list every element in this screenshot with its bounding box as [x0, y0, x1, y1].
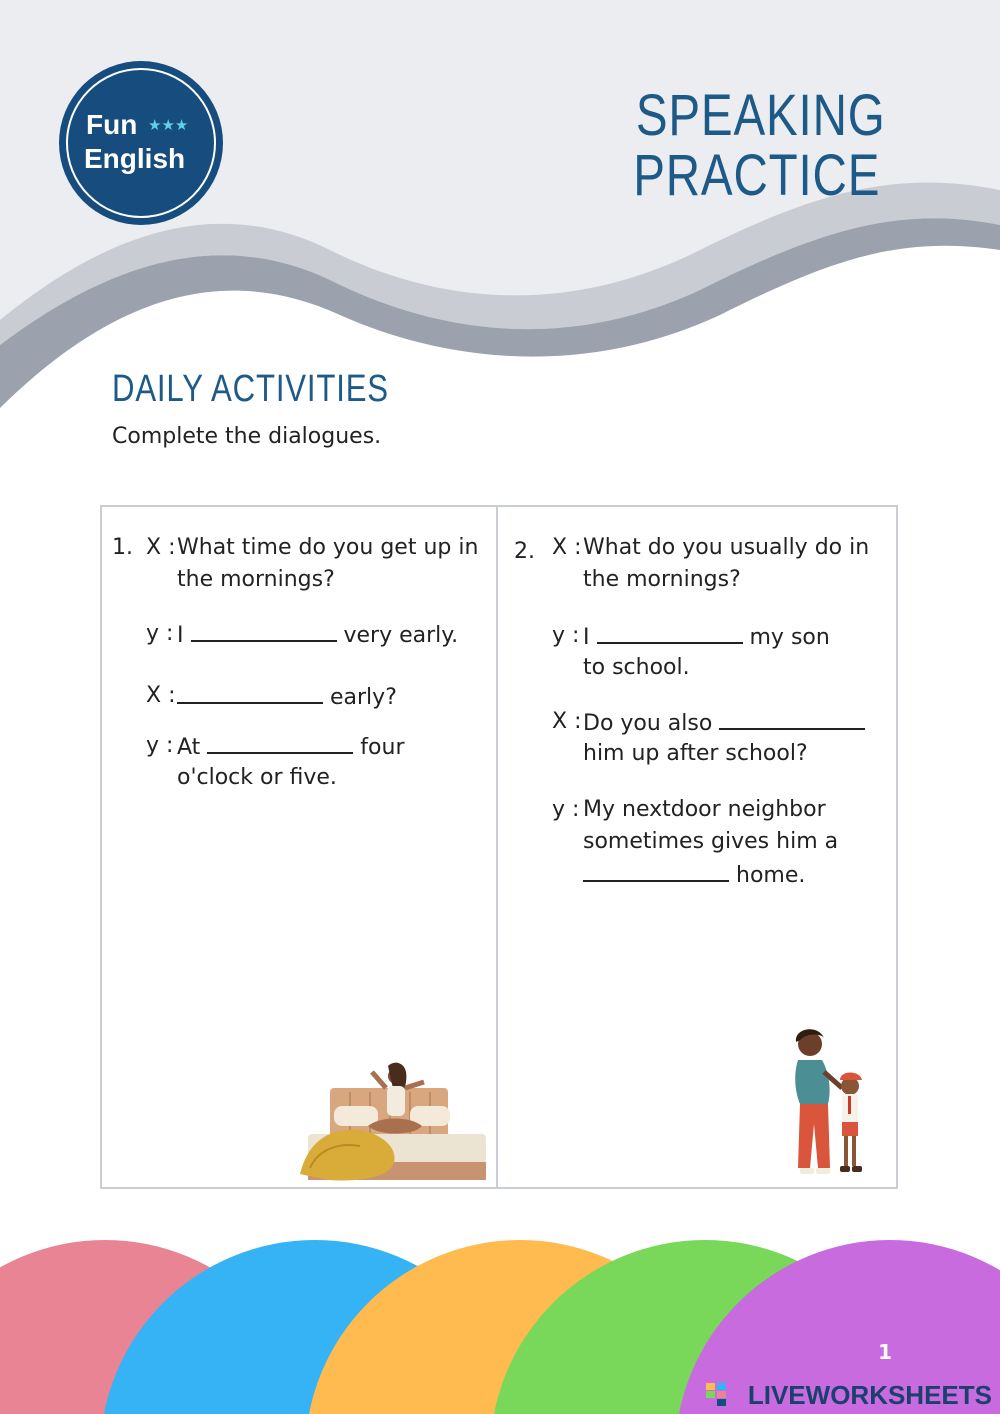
- woman-on-bed-illustration: [298, 1062, 490, 1186]
- dialogue-2-line-4: My nextdoor neighbor: [583, 797, 826, 822]
- dialogue-1-line-4-cont: o'clock or five.: [177, 765, 337, 790]
- dialogue-2-number: 2.: [514, 539, 535, 564]
- dialogue-1-speaker-x: X :: [146, 683, 176, 708]
- dialogue-1-speaker-y: y :: [146, 621, 174, 646]
- line-text: I: [177, 623, 184, 648]
- answer-blank[interactable]: [177, 680, 323, 704]
- dialogue-2-speaker-x: X :: [552, 709, 582, 734]
- dialogue-1-line-4: [177, 730, 405, 764]
- answer-blank[interactable]: [207, 730, 353, 754]
- answer-blank[interactable]: [583, 858, 729, 882]
- dialogue-2-line-4-end: [583, 858, 805, 892]
- line-text: early?: [330, 685, 397, 710]
- page-title-line-1: SPEAKING: [636, 83, 886, 148]
- logo-text-english: English: [84, 143, 186, 174]
- dialogue-1-speaker-x: X :: [146, 535, 176, 560]
- answer-blank[interactable]: [719, 706, 865, 730]
- line-text: home.: [736, 863, 806, 888]
- line-text: At: [177, 735, 201, 760]
- page-number: 1: [878, 1340, 892, 1364]
- instruction-text: Complete the dialogues.: [112, 424, 382, 449]
- liveworksheets-brand[interactable]: LIVEWORKSHEETS: [747, 1380, 992, 1410]
- logo-text-fun: Fun: [86, 109, 138, 140]
- dialogue-2-line-4-cont: sometimes gives him a: [583, 829, 839, 854]
- dialogue-2-speaker-y: y :: [552, 797, 580, 822]
- dialogue-2-line-2: [583, 620, 830, 654]
- answer-blank[interactable]: [191, 618, 337, 642]
- dialogue-1-line-3: [177, 680, 397, 714]
- line-text: my son: [749, 625, 830, 650]
- dialogue-2-speaker-y: y :: [552, 623, 580, 648]
- dialogue-2-line-1: What do you usually do in: [583, 535, 870, 560]
- line-text: very early.: [343, 623, 459, 648]
- dialogue-2-line-2-cont: to school.: [583, 655, 690, 680]
- dialogue-1-number: 1.: [112, 535, 133, 560]
- dialogue-1-line-1: What time do you get up in: [177, 535, 479, 560]
- answer-blank[interactable]: [597, 620, 743, 644]
- dialogue-1-line-1-cont: the mornings?: [177, 567, 335, 592]
- liveworksheets-logo-icon: [706, 1383, 726, 1407]
- dialogue-1-speaker-y: y :: [146, 733, 174, 758]
- dialogue-1-line-2: [177, 618, 458, 652]
- line-text: four: [360, 735, 405, 760]
- dialogue-2-line-3-cont: him up after school?: [583, 741, 808, 766]
- dialogue-2-line-1-cont: the mornings?: [583, 567, 741, 592]
- dialogue-2-speaker-x: X :: [552, 535, 582, 560]
- stars-icon: ★★★: [148, 116, 189, 134]
- page-title-line-2: PRACTICE: [632, 143, 880, 208]
- fun-english-logo: [56, 58, 226, 228]
- box-divider: [496, 506, 498, 1188]
- line-text: I: [583, 625, 590, 650]
- line-text: Do you also: [583, 711, 713, 736]
- section-title: DAILY ACTIVITIES: [112, 368, 389, 410]
- dialogue-2-line-3: [583, 706, 865, 740]
- mother-and-son-illustration: [788, 1028, 888, 1188]
